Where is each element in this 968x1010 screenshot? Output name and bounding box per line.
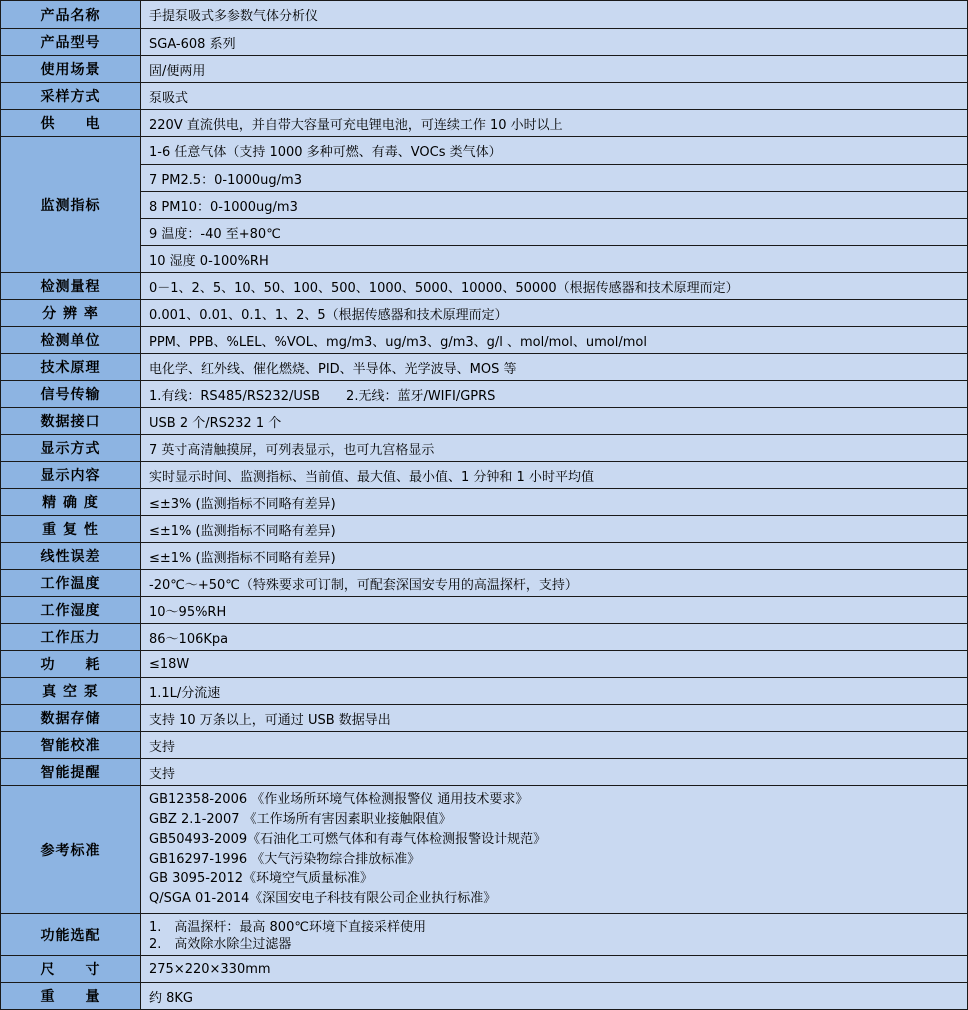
row-value: SGA-608 系列	[141, 29, 967, 55]
monitor-indicator-item: 10 湿度 0-100%RH	[141, 245, 967, 272]
reference-standard-item: GB50493-2009《石油化工可燃气体和有毒气体检测报警设计规范》	[149, 831, 547, 847]
monitor-indicator-item: 8 PM10：0-1000ug/m3	[141, 191, 967, 218]
row-label: 信号传输	[1, 381, 141, 407]
row-label: 数据存储	[1, 705, 141, 731]
optional-feature-list	[141, 914, 967, 955]
row-value: ≤18W	[141, 651, 967, 677]
row-display-mode	[1, 434, 967, 461]
row-dimensions	[1, 955, 967, 982]
row-label: 监测指标	[1, 137, 141, 272]
reference-standard-item: GB 3095-2012《环境空气质量标准》	[149, 871, 373, 887]
row-value: ≤±1% (监测指标不同略有差异)	[141, 543, 967, 569]
row-label: 产品型号	[1, 29, 141, 55]
row-detection-range	[1, 272, 967, 299]
row-value: 86～106Kpa	[141, 624, 967, 650]
row-resolution	[1, 299, 967, 326]
row-label: 重 复 性	[1, 516, 141, 542]
row-value: ≤±1% (监测指标不同略有差异)	[141, 516, 967, 542]
row-monitor-indicators	[1, 136, 967, 272]
reference-standard-list	[141, 786, 967, 913]
row-value: -20℃～+50℃（特殊要求可订制，可配套深国安专用的高温探杆，支持）	[141, 570, 967, 596]
row-label: 智能校准	[1, 732, 141, 758]
row-value: 220V 直流供电，并自带大容量可充电锂电池，可连续工作 10 小时以上	[141, 110, 967, 136]
row-value: 支持 10 万条以上，可通过 USB 数据导出	[141, 705, 967, 731]
row-value: 约 8KG	[141, 983, 967, 1009]
row-value: 1.1L/分流速	[141, 678, 967, 704]
row-label: 功 耗	[1, 651, 141, 677]
row-product-name	[1, 1, 967, 28]
row-smart-calibration	[1, 731, 967, 758]
row-reference-standards	[1, 785, 967, 913]
row-label: 检测量程	[1, 273, 141, 299]
monitor-indicator-item: 1-6 任意气体（支持 1000 多种可燃、有毒、VOCs 类气体）	[141, 137, 967, 164]
row-signal-transmission	[1, 380, 967, 407]
row-value: 实时显示时间、监测指标、当前值、最大值、最小值、1 分钟和 1 小时平均值	[141, 462, 967, 488]
row-working-temperature	[1, 569, 967, 596]
reference-standard-item: GBZ 2.1-2007 《工作场所有害因素职业接触限值》	[149, 811, 452, 827]
row-label: 工作温度	[1, 570, 141, 596]
row-label: 真 空 泵	[1, 678, 141, 704]
row-technical-principle	[1, 353, 967, 380]
row-label: 工作压力	[1, 624, 141, 650]
row-display-content	[1, 461, 967, 488]
row-repeatability	[1, 515, 967, 542]
row-label: 使用场景	[1, 56, 141, 82]
optional-feature-item: 2. 高效除水除尘过滤器	[149, 936, 292, 951]
row-value: 手提泵吸式多参数气体分析仪	[141, 1, 967, 28]
row-value: 0－1、2、5、10、50、100、500、1000、5000、10000、50000（根据传感器和技术原理而定）	[141, 273, 967, 299]
row-smart-reminder	[1, 758, 967, 785]
row-usage-scenario	[1, 55, 967, 82]
row-value: 7 英寸高清触摸屏，可列表显示，也可九宫格显示	[141, 435, 967, 461]
optional-feature-item: 1. 高温探杆：最高 800℃环境下直接采样使用	[149, 920, 426, 935]
row-optional-features	[1, 913, 967, 955]
monitor-indicator-item: 7 PM2.5：0-1000ug/m3	[141, 164, 967, 191]
row-value: PPM、PPB、%LEL、%VOL、mg/m3、ug/m3、g/m3、g/l 、mol/mol、umol/mol	[141, 327, 967, 353]
row-label: 显示内容	[1, 462, 141, 488]
reference-standard-item: GB12358-2006 《作业场所环境气体检测报警仪 通用技术要求》	[149, 792, 529, 808]
row-power-supply	[1, 109, 967, 136]
row-label: 采样方式	[1, 83, 141, 109]
monitor-indicator-list	[141, 137, 967, 272]
row-value: 固/便两用	[141, 56, 967, 82]
row-working-humidity	[1, 596, 967, 623]
row-data-storage	[1, 704, 967, 731]
row-value: 电化学、红外线、催化燃烧、PID、半导体、光学波导、MOS 等	[141, 354, 967, 380]
row-label: 技术原理	[1, 354, 141, 380]
row-weight	[1, 982, 967, 1009]
row-label: 供 电	[1, 110, 141, 136]
row-detection-unit	[1, 326, 967, 353]
row-label: 数据接口	[1, 408, 141, 434]
row-label: 工作湿度	[1, 597, 141, 623]
monitor-indicator-item: 9 温度：-40 至+80℃	[141, 218, 967, 245]
reference-standard-item: Q/SGA 01-2014《深国安电子科技有限公司企业执行标准》	[149, 891, 497, 907]
row-product-model	[1, 28, 967, 55]
row-vacuum-pump	[1, 677, 967, 704]
row-label: 精 确 度	[1, 489, 141, 515]
row-value: ≤±3% (监测指标不同略有差异)	[141, 489, 967, 515]
row-label: 重 量	[1, 983, 141, 1009]
row-label: 分 辨 率	[1, 300, 141, 326]
row-label: 功能选配	[1, 914, 141, 955]
reference-standard-item: GB16297-1996 《大气污染物综合排放标准》	[149, 851, 421, 867]
row-value: 0.001、0.01、0.1、1、2、5（根据传感器和技术原理而定）	[141, 300, 967, 326]
row-working-pressure	[1, 623, 967, 650]
row-label: 线性误差	[1, 543, 141, 569]
row-value: USB 2 个/RS232 1 个	[141, 408, 967, 434]
row-value: 支持	[141, 759, 967, 785]
row-value: 1.有线：RS485/RS232/USB 2.无线：蓝牙/WIFI/GPRS	[141, 381, 967, 407]
row-label: 检测单位	[1, 327, 141, 353]
row-sampling-method	[1, 82, 967, 109]
row-linearity-error	[1, 542, 967, 569]
row-value: 10～95%RH	[141, 597, 967, 623]
row-power-consumption	[1, 650, 967, 677]
row-label: 显示方式	[1, 435, 141, 461]
row-label: 产品名称	[1, 1, 141, 28]
row-label: 智能提醒	[1, 759, 141, 785]
row-value: 支持	[141, 732, 967, 758]
row-accuracy	[1, 488, 967, 515]
row-value: 275×220×330mm	[141, 956, 967, 982]
row-data-interface	[1, 407, 967, 434]
row-label: 尺 寸	[1, 956, 141, 982]
row-label: 参考标准	[1, 786, 141, 913]
row-value: 泵吸式	[141, 83, 967, 109]
